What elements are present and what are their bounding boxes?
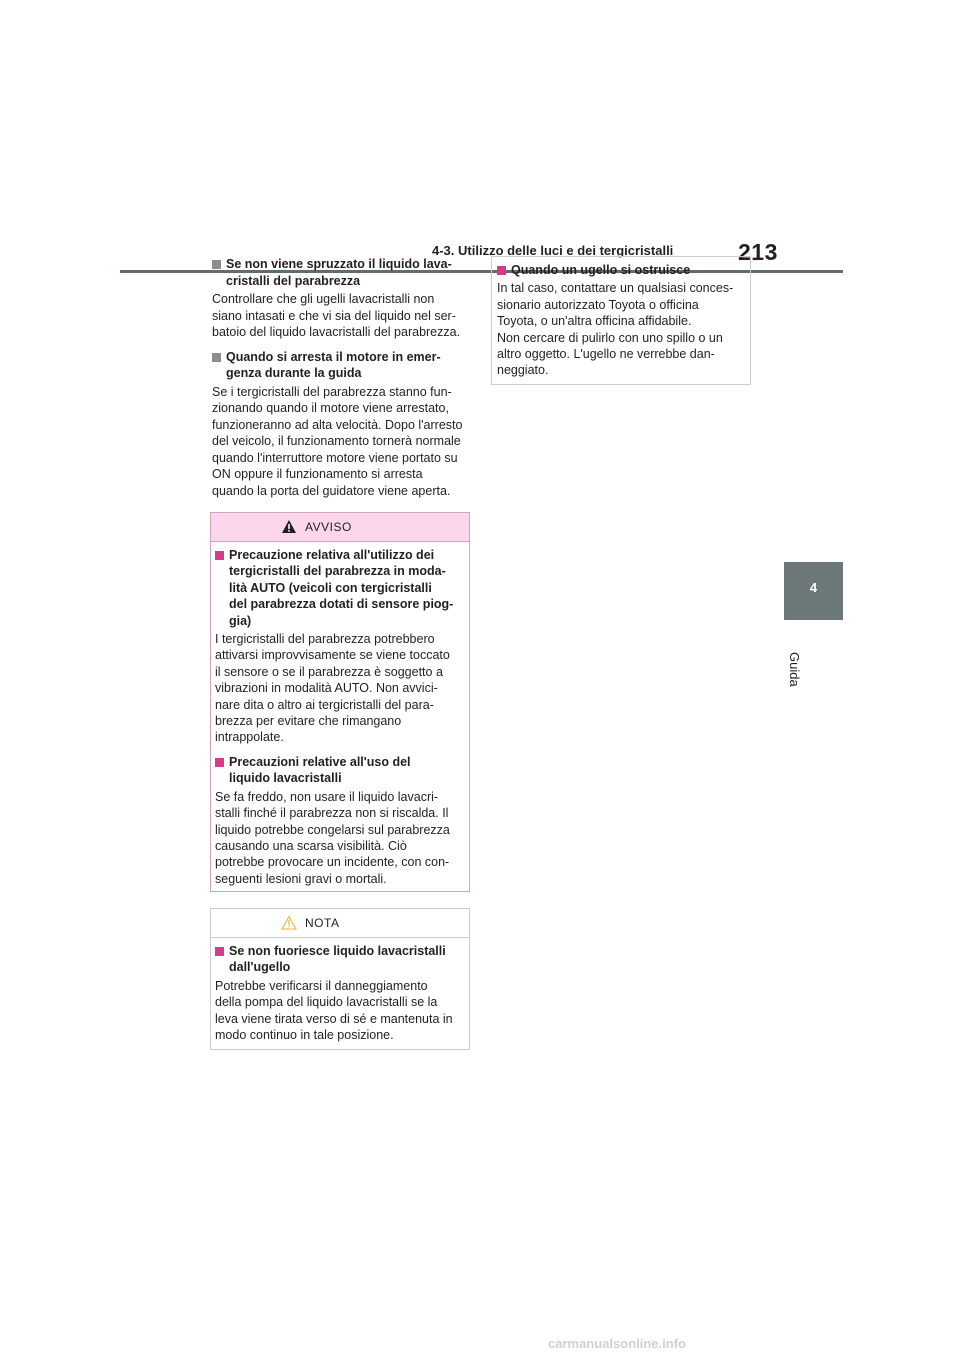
- warning-content: [215, 547, 465, 895]
- section-title: 4-3. Utilizzo delle luci e dei tergicristalli: [432, 243, 674, 258]
- section-body-washer-fluid: Controllare che gli ugelli lavacristalli non siano intasati e che vi sia del liquido nel ser- batoio del liquido lavacristalli del parabrezza.: [212, 292, 461, 339]
- section-title-emergency-stop: Quando si arresta il motore in emer- genza durante la guida: [212, 349, 468, 382]
- info-box-nozzle-clogged: [491, 256, 751, 385]
- warning-item-rain-sensor: [215, 547, 465, 746]
- square-bullet-icon: [497, 266, 506, 275]
- square-bullet-icon: [212, 260, 221, 269]
- square-bullet-icon: [215, 947, 224, 956]
- square-bullet-icon: [215, 758, 224, 767]
- note-item-nozzle: [215, 943, 465, 1043]
- chapter-number: 4: [809, 580, 818, 595]
- note-item-title: Se non fuoriesce liquido lavacristalli dall'ugello: [215, 943, 465, 976]
- chapter-label: Guida: [787, 652, 802, 687]
- page-number: 213: [738, 239, 778, 265]
- section-emergency-stop: [212, 349, 468, 500]
- section-title-washer-fluid: Se non viene spruzzato il liquido lava- cristalli del parabrezza: [212, 256, 468, 289]
- note-header: [211, 909, 469, 938]
- warning-item-title: Precauzioni relative all'uso del liquido lavacristalli: [215, 754, 465, 787]
- note-label: NOTA: [305, 916, 340, 930]
- warning-item-title: Precauzione relativa all'utilizzo dei tergicristalli del parabrezza in moda- lità AUTO (veicoli con tergicristalli del parabrezza dotati di sensore piog- gia): [215, 547, 465, 629]
- footer-watermark: carmanualsonline.info: [548, 1336, 686, 1351]
- square-bullet-icon: [212, 353, 221, 362]
- info-box-title: Quando un ugello si ostruisce: [497, 262, 745, 278]
- note-item-body: Potrebbe verificarsi il danneggiamento della pompa del liquido lavacristalli se la leva viene tirata verso di sé e mantenuta in modo continuo in tale posizione.: [215, 978, 453, 1043]
- caution-triangle-icon: [281, 915, 297, 930]
- warning-triangle-icon: [281, 519, 297, 534]
- note-content: [215, 943, 465, 1051]
- chapter-tab[interactable]: [784, 562, 843, 620]
- left-column: [212, 256, 468, 507]
- warning-item-washer-fluid: [215, 754, 465, 887]
- section-body-emergency-stop: Se i tergicristalli del parabrezza stanno fun- zionando quando il motore viene arrestato, funzioneranno ad alta velocità. Dopo l'arresto del veicolo, il funzionamento tornerà normale quando l'interruttore motore viene portato su ON oppure il funzionamento si arresta quando la porta del guidatore viene aperta.: [212, 384, 463, 498]
- note-box: [210, 908, 470, 1050]
- warning-item-body: I tergicristalli del parabrezza potrebbero attivarsi improvvisamente se viene toccato il sensore o se il parabrezza è soggetto a vibrazioni in modalità AUTO. Non avvici- nare dita o altro ai tergicristalli del para- brezza per evitare che rimangano intrappolate.: [215, 632, 450, 745]
- info-box-body: In tal caso, contattare un qualsiasi conces- sionario autorizzato Toyota o officina Toyota, o un'altra officina affidabile. Non cercare di pulirlo con uno spillo o un altro oggetto. L'ugello ne verrebbe dan- neggiato.: [497, 281, 734, 378]
- square-bullet-icon: [215, 551, 224, 560]
- warning-label: AVVISO: [305, 520, 352, 534]
- warning-box: [210, 512, 470, 892]
- section-washer-fluid: [212, 256, 468, 341]
- info-box-content: [497, 262, 745, 379]
- warning-header: [211, 513, 469, 542]
- warning-item-body: Se fa freddo, non usare il liquido lavacri- stalli finché il parabrezza non si riscalda. Il liquido potrebbe congelarsi sul parabrezza causando una scarsa visibilità. Ciò potrebbe provocare un incidente, con con- seguenti lesioni gravi o mortali.: [215, 789, 450, 886]
